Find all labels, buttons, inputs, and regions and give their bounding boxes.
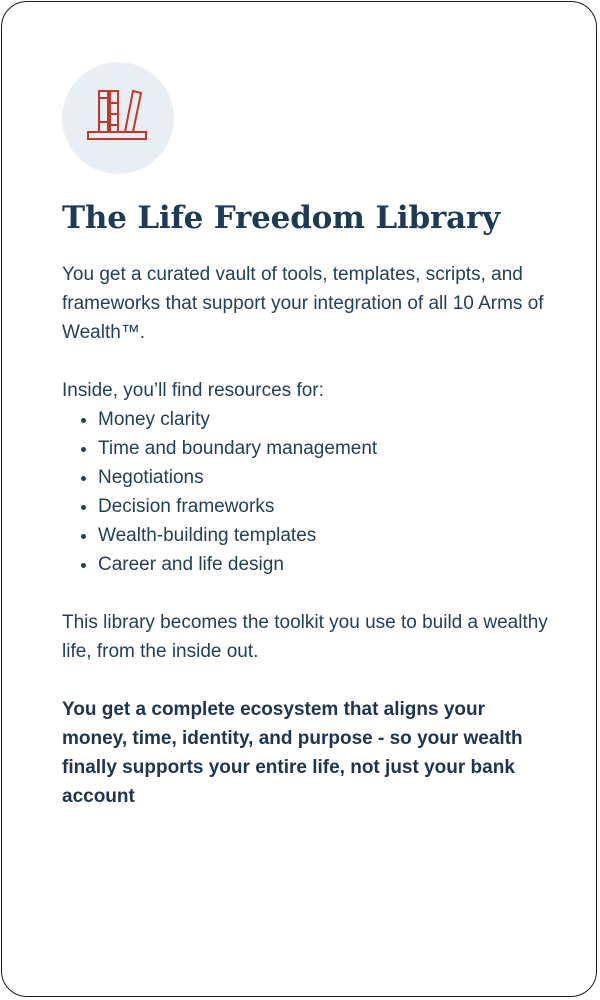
list-item: • Career and life design <box>98 550 552 579</box>
resources-heading: Inside, you’ll find resources for: <box>62 380 324 401</box>
list-item: • Wealth-building templates <box>98 521 552 550</box>
icon-badge <box>62 62 174 174</box>
list-item: • Negotiations <box>98 463 552 492</box>
closing-statement: You get a complete ecosystem that aligns your money, time, identity, and purpose - so your wealth finally supports your entire life, not just your bank account <box>62 699 523 807</box>
list-item: • Money clarity <box>98 405 552 434</box>
list-item: • Decision frameworks <box>98 492 552 521</box>
intro-text: You get a curated vault of tools, templates, scripts, and frameworks that support your integration of all 10 Arms of Wealth™. <box>62 264 544 343</box>
summary-text: This library becomes the toolkit you use to build a wealthy life, from the inside out. <box>62 612 548 662</box>
content <box>62 198 552 811</box>
resources-list <box>62 405 552 579</box>
books-on-shelf-icon <box>62 62 174 174</box>
list-item: • Time and boundary management <box>98 434 552 463</box>
page-title: The Life Freedom Library <box>62 200 500 236</box>
library-card <box>1 1 597 997</box>
